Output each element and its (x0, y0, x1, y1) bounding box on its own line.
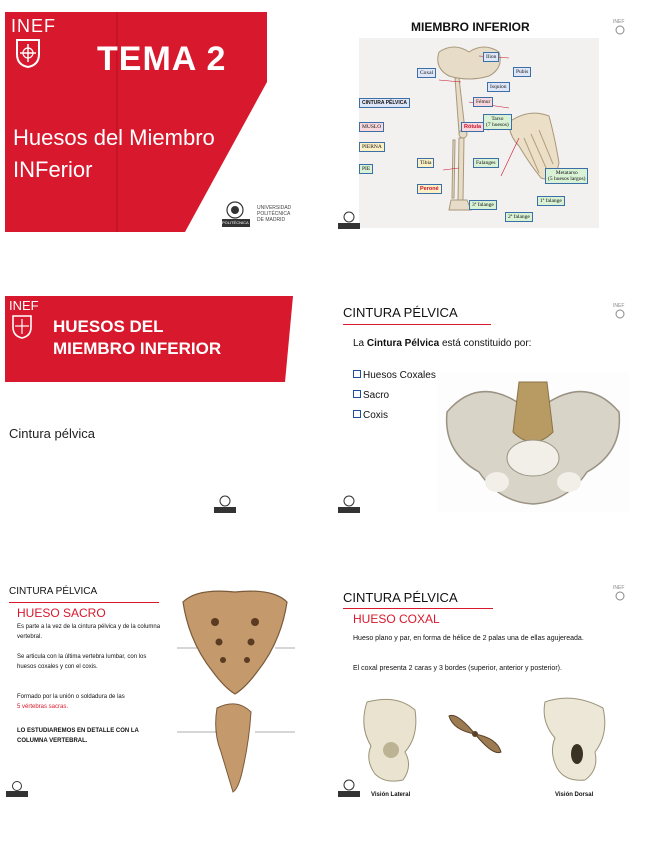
upm-small-icon (337, 210, 361, 230)
inef-small-icon (613, 18, 627, 36)
paragraph-1: Hueso plano y par, en forma de hélice de 2 palas una de ellas agujereada. (353, 635, 584, 642)
paragraph-3-red: 5 vértebras sacras. (17, 704, 69, 710)
svg-text:INEF: INEF (613, 303, 625, 309)
subtitle: HUESO COXAL (353, 612, 440, 626)
slide-title: MIEMBRO INFERIOR (411, 20, 530, 34)
label-tarso: Tarso (7 huesos) (483, 114, 512, 130)
caption-vision-lateral: Visión Lateral (371, 792, 411, 798)
label-pubis: Pubis (513, 67, 531, 77)
inef-logo-text: INEF (11, 16, 57, 36)
upm-small-icon (5, 780, 29, 798)
label-pie: PIE (359, 164, 373, 174)
bullet-huesos-coxales: Huesos Coxales (353, 370, 436, 381)
tema-subtitle (13, 122, 253, 186)
label-isquion: Isquion (487, 82, 510, 92)
slide-title: CINTURA PÉLVICA (343, 590, 458, 605)
intro-text: La Cintura Pélvica está constituido por: (353, 338, 532, 349)
label-cintura-pelvica: CINTURA PÉLVICA (359, 98, 410, 108)
label-ilion: Ilion (483, 52, 499, 62)
coxal-dorsal-image (537, 694, 613, 786)
inef-small-icon (613, 302, 627, 320)
label-femur: Fémur (473, 97, 493, 107)
section-body: Cintura pélvica (9, 426, 95, 441)
slide-hueso-coxal (333, 578, 633, 798)
coxal-lateral-image (357, 696, 427, 786)
paragraph-4: LO ESTUDIAREMOS EN DETALLE CON LA COLUMNA VERTEBRAL. (17, 728, 139, 744)
title-underline (343, 324, 491, 325)
inef-small-icon (613, 584, 627, 602)
label-1-falange: 1ª falange (537, 196, 565, 206)
svg-text:INEF: INEF (613, 585, 625, 591)
label-muslo: MUSLO (359, 122, 384, 132)
pelvis-photo (437, 372, 629, 512)
slide-title: CINTURA PÉLVICA (9, 586, 98, 597)
slide-title: CINTURA PÉLVICA (343, 305, 458, 320)
bullet-coxis: Coxis (353, 410, 388, 421)
slide-huesos-miembro-inferior (5, 296, 305, 516)
inef-logo-text: INEF (9, 298, 39, 313)
label-coxal: Coxal (417, 68, 436, 78)
label-perone: Peroné (417, 184, 442, 194)
caption-vision-dorsal: Visión Dorsal (555, 792, 594, 798)
slide-cintura-pelvica-intro (333, 296, 633, 516)
section-title: HUESOS DEL MIEMBRO INFERIOR (53, 317, 222, 358)
paragraph-2: Se articula con la última vertebra lumbar, con los huesos coxales y con el coxis. (17, 654, 147, 670)
inef-shield-icon (11, 314, 33, 340)
label-tibia: Tibia (417, 158, 434, 168)
upm-badge: POLITÉCNICA (222, 220, 249, 225)
upm-small-icon (337, 494, 361, 514)
slide-miembro-inferior (333, 12, 633, 232)
label-metatarso: Metatarso (5 huesos largos) (545, 168, 588, 184)
title-underline (343, 608, 493, 609)
bullet-sacro: Sacro (353, 390, 389, 401)
label-falanges: Falanges (473, 158, 499, 168)
paragraph-2: El coxal presenta 2 caras y 3 bordes (superior, anterior y posterior). (353, 665, 562, 672)
upm-text: UNIVERSIDAD POLITÉCNICA DE MADRID (257, 205, 292, 223)
label-pierna: PIERNA (359, 142, 385, 152)
svg-text:INEF: INEF (613, 19, 625, 25)
helice-propeller-image (447, 706, 503, 762)
subtitle-line-2: INFerior (13, 157, 93, 182)
sacrum-illustration (177, 582, 295, 794)
title-underline (9, 602, 159, 603)
tema-title: TEMA 2 (97, 40, 227, 78)
label-rotula: Rótula (461, 122, 484, 132)
label-2-falange: 2ª falange (505, 212, 533, 222)
slide-hueso-sacro (5, 578, 305, 798)
paragraph-3: Formado por la unión o soldadura de las (17, 694, 125, 700)
slide-title-tema2 (5, 12, 305, 232)
label-3-falange: 3ª falange (469, 200, 497, 210)
subtitle: HUESO SACRO (17, 606, 106, 620)
upm-logo-icon (213, 494, 237, 514)
subtitle-line-1: Huesos del Miembro (13, 125, 215, 150)
inef-shield-icon (15, 38, 41, 68)
upm-small-icon (337, 778, 361, 798)
paragraph-1: Es parte a la vez de la cintura pélvica y de la columna vertebral. (17, 624, 161, 640)
